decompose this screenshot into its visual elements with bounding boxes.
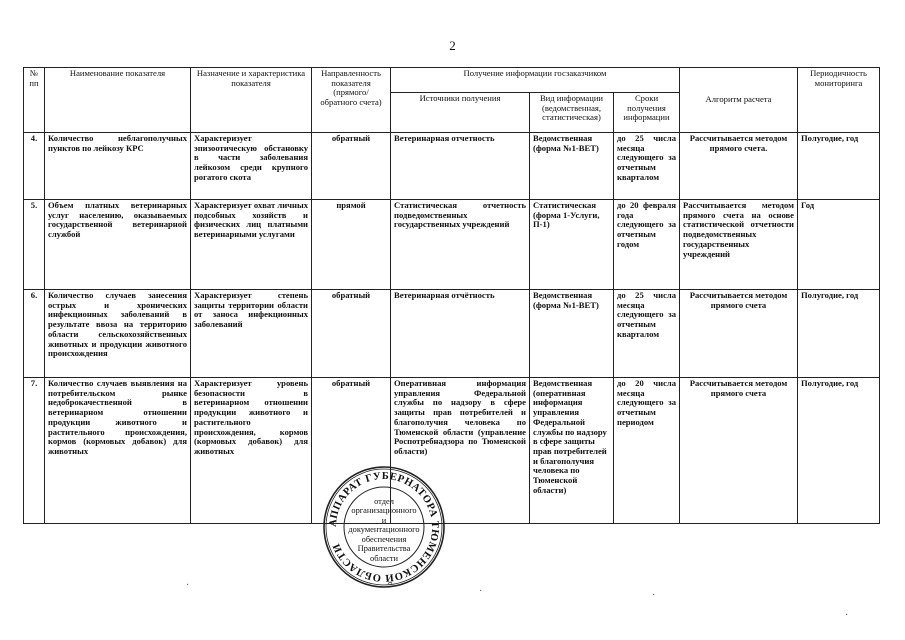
stamp-line: отдел — [374, 497, 394, 507]
row-num: 6. — [24, 290, 45, 378]
row-source: Оперативная информация управления Федеральной службы по надзору в сфере защиты прав потребителей и благополучия человека по Тюменской области (управление Роспотребнадзора по Тюменской области) — [391, 378, 530, 524]
row-direction: прямой — [312, 200, 391, 290]
row-algorithm: Рассчитывается методом прямого счета. — [680, 133, 798, 200]
row-name: Количество случаев выявления на потребительском рынке недоброкачественной в ветеринарном отношении продукции животного и растительного происхождения, кормов (кормовых добавок) для животных — [45, 378, 191, 524]
table-row — [24, 133, 880, 200]
stamp-line: обеспечения — [361, 534, 407, 544]
row-terms: до 25 числа месяца следующего за отчетным кварталом — [614, 133, 680, 200]
header-info-type: Вид информации (ведомственная, статистическая) — [530, 93, 614, 133]
row-info-type: Статистическая (форма 1-Услуги, П-1) — [530, 200, 614, 290]
row-terms: до 20 числа месяца следующего за отчетным периодом — [614, 378, 680, 524]
row-periodicity: Полугодие, год — [798, 133, 880, 200]
row-name: Количество случаев занесения острых и хронических инфекционных заболеваний в результате ввоза на территорию области сельскохозяйственных животных и продукции животного происхождения — [45, 290, 191, 378]
table-row — [24, 378, 880, 524]
row-info-type: Ведомственная (форма №1-ВЕТ) — [530, 133, 614, 200]
stamp-line: организационного — [351, 506, 417, 516]
stamp-line: области — [370, 553, 398, 563]
row-algorithm: Рассчитывается методом прямого счета — [680, 378, 798, 524]
header-purpose: Назначение и характеристика показателя — [191, 68, 312, 133]
row-direction: обратный — [312, 290, 391, 378]
header-name: Наименование показателя — [45, 68, 191, 133]
scan-speck: · — [845, 610, 849, 621]
header-direction: Направленность показателя (прямого/ обратного счета) — [312, 68, 391, 133]
row-source: Ветеринарная отчетность — [391, 133, 530, 200]
row-purpose: Характеризует эпизоотическую обстановку в части заболевания лейкозом среди крупного рогатого скота — [191, 133, 312, 200]
row-purpose: Характеризует уровень безопасности в ветеринарном отношении продукции животного и растительного происхождения, кормов (кормовых добавок) для животных — [191, 378, 312, 524]
row-purpose: Характеризует охват личных подсобных хозяйств и физических лиц платными ветеринарными услугами — [191, 200, 312, 290]
row-info-type: Ведомственная (оперативная информация управления Федеральной службы по надзору в сфере защиты прав потребителей и благополучия человека по Тюменской области) — [530, 378, 614, 524]
scan-speck: · — [186, 580, 190, 591]
indicator-table — [23, 67, 880, 524]
header-terms: Сроки получения информации — [614, 93, 680, 133]
stamp-line: и — [381, 515, 387, 525]
row-name: Объем платных ветеринарных услуг населению, оказываемых государственной ветеринарной службой — [45, 200, 191, 290]
row-name: Количество неблагополучных пунктов по лейкозу КРС — [45, 133, 191, 200]
row-num: 5. — [24, 200, 45, 290]
row-purpose: Характеризует степень защиты территории области от заноса инфекционных заболеваний — [191, 290, 312, 378]
row-periodicity: Полугодие, год — [798, 290, 880, 378]
stamp-ring-text: АППАРАТ ГУБЕРНАТОРА ТЮМЕНСКОЙ ОБЛАСТИ — [327, 470, 441, 584]
table-row — [24, 200, 880, 290]
header-sources: Источники получения — [391, 93, 530, 133]
official-stamp — [322, 465, 446, 589]
stamp-center — [322, 465, 446, 589]
header-obtaining: Получение информации госзаказчиком — [391, 68, 680, 93]
row-algorithm: Рассчитывается методом прямого счета на основе статистической отчетности подведомственных государственных учреждений — [680, 200, 798, 290]
stamp-line: документационного — [348, 525, 420, 535]
stamp-line: Правительства — [357, 544, 411, 554]
row-terms: до 20 февраля года следующего за отчетным годом — [614, 200, 680, 290]
scan-speck: · — [479, 586, 483, 597]
row-info-type: Ведомственная (форма №1-ВЕТ) — [530, 290, 614, 378]
row-direction: обратный — [312, 378, 391, 524]
page-number: 2 — [449, 38, 456, 53]
row-num: 4. — [24, 133, 45, 200]
row-source: Статистическая отчетность подведомственных государственных учреждений — [391, 200, 530, 290]
row-terms: до 25 числа месяца следующего за отчетным кварталом — [614, 290, 680, 378]
row-periodicity: Полугодие, год — [798, 378, 880, 524]
row-periodicity: Год — [798, 200, 880, 290]
row-algorithm: Рассчитывается методом прямого счета — [680, 290, 798, 378]
header-algorithm: Алгоритм расчета — [680, 68, 798, 133]
header-num: № пп — [24, 68, 45, 133]
header-periodicity: Периодичность мониторинга — [798, 68, 880, 133]
row-source: Ветеринарная отчётность — [391, 290, 530, 378]
scan-speck: · — [652, 590, 656, 601]
row-direction: обратный — [312, 133, 391, 200]
table-row — [24, 290, 880, 378]
row-num: 7. — [24, 378, 45, 524]
